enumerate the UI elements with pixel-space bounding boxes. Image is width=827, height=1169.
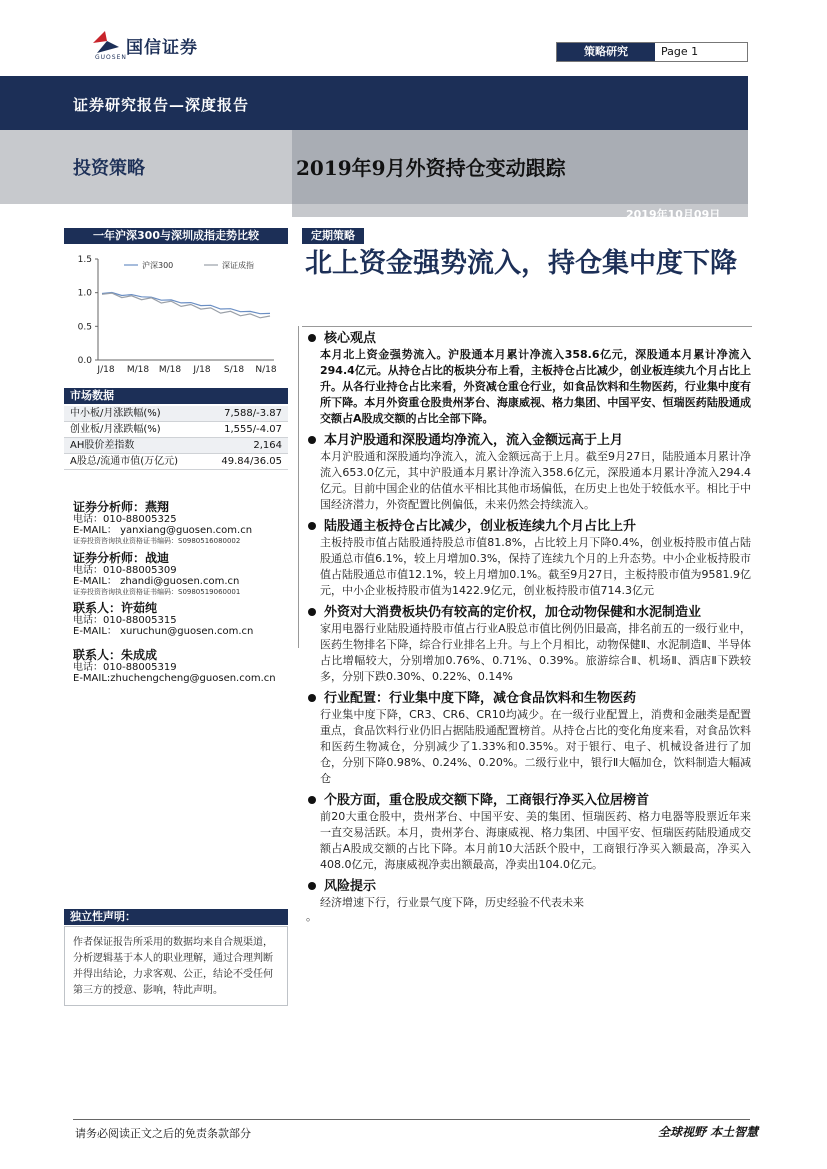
market-label: 中小板/月涨跌幅(%) (70, 408, 161, 419)
logo-english-text: GUOSEN (95, 54, 127, 61)
legend-label: 沪深300 (142, 261, 174, 270)
report-type-label: 策略研究 (557, 43, 655, 61)
series-line-0 (102, 293, 270, 314)
bullet-icon (308, 796, 316, 804)
y-tick-label: 1.5 (77, 255, 92, 265)
independence-statement: 作者保证报告所采用的数据均来自合规渠道，分析逻辑基于本人的职业理解，通过合理判断并得出结论，力求客观、公正，结论不受任何第三方的授意、影响，特此声明。 (64, 926, 288, 1006)
summary-content (306, 330, 751, 928)
analyst-email[interactable]: E-MAIL： yanxiang@guosen.com.cn (73, 525, 253, 536)
market-label: AH股价差指数 (70, 440, 135, 451)
section-consumer-pricing (306, 604, 751, 685)
market-value: 7,588/-3.87 (224, 408, 282, 419)
section-risk (306, 878, 751, 923)
y-tick-label: 0.5 (77, 322, 92, 333)
bullet-icon (308, 334, 316, 342)
section-title: 陆股通主板持仓占比减少，创业板连续九个月占比上升 (324, 519, 637, 534)
main-headline: 北上资金强势流入，持仓集中度下降 (305, 248, 737, 279)
page-number: Page 1 (661, 45, 699, 58)
x-tick-label: M/18 (126, 365, 150, 375)
section-board-share (306, 518, 751, 599)
section-industry-allocation (306, 690, 751, 787)
market-value: 1,555/-4.07 (224, 424, 282, 435)
section-title: 行业配置：行业集中度下降，减仓食品饮料和生物医药 (324, 691, 637, 706)
analyst-card (73, 551, 293, 598)
report-title: 2019年9月外资持仓变动跟踪 (296, 156, 566, 180)
section-text: 家用电器行业陆股通持股市值占行业A股总市值比例仍旧最高，排名前五的一级行业中，医药生物排名下降，综合行业排名上升。与上个月相比，动物保健Ⅱ、水泥制造Ⅱ、半导体占比增幅较大，分别增加0.76%、0.71%、0.39%。旅游综合Ⅱ、机场Ⅱ、酒店Ⅱ下跌较多，分别下跌0.30%、0.22%、0.14% (320, 622, 751, 683)
contact-email[interactable]: E-MAIL:zhuchengcheng@guosen.com.cn (73, 673, 276, 684)
section-title: 个股方面，重仓股成交额下降，工商银行净买入位居榜首 (324, 793, 650, 808)
market-row (64, 454, 288, 470)
section-title: 风险提示 (324, 879, 377, 894)
contact-phone: 电话：010-88005315 (73, 615, 177, 626)
footer-disclaimer: 请务必阅读正文之后的免责条款部分 (75, 1127, 251, 1140)
section-text: 主板持股市值占陆股通持股总市值81.8%，占比较上月下降0.4%，创业板持股市值占陆股通总市值6.1%，较上月增加0.3%，保持了连续九个月的上升态势。中小企业板持股市值占陆股通总市值12.1%，较上月增加0.1%。截至9月27日，主板持股市值为9581.9亿元，中小企业板持股市值为1422.9亿元，创业板持股市值714.3亿元 (320, 536, 751, 597)
section-text: 前20大重仓股中，贵州茅台、中国平安、美的集团、恒瑞医药、格力电器等股票近年来一直交易活跃。本月，贵州茅台、海康威视、格力集团、中国平安、恒瑞医药陆股通成交额占A股成交额的占比下降。本月前10大活跃个股中，工商银行净买入额最高，净买入408.0亿元，海康威视净卖出额最高，净卖出104.0亿元。 (320, 810, 751, 871)
report-date: 2019年10月09日 (626, 208, 721, 221)
category-label: 投资策略 (73, 158, 145, 179)
footer-slogan: 全球视野 本土智慧 (658, 1125, 759, 1139)
analyst-phone: 电话：010-88005309 (73, 565, 177, 576)
x-tick-label: J/18 (193, 365, 211, 375)
contact-card (73, 648, 293, 684)
market-data-title: 市场数据 (64, 388, 288, 404)
divider (302, 326, 752, 327)
section-flows (306, 432, 751, 513)
x-tick-label: M/18 (158, 365, 182, 375)
analyst-phone: 电话：010-88005325 (73, 514, 177, 525)
section-stocks (306, 792, 751, 873)
bullet-icon (308, 522, 316, 530)
analyst-cert: 证券投资咨询执业资格证书编码：S0980516080002 (73, 537, 241, 545)
trend-chart (64, 247, 288, 383)
section-title: 外资对大消费板块仍有较高的定价权，加仓动物保健和水泥制造业 (324, 605, 702, 620)
series-line-1 (102, 293, 270, 318)
market-value: 2,164 (253, 440, 282, 451)
analyst-cert: 证券投资咨询执业资格证书编码：S0980519060001 (73, 588, 241, 596)
analyst-email[interactable]: E-MAIL： zhandi@guosen.com.cn (73, 576, 240, 587)
market-row (64, 438, 288, 454)
stray-mark: 。 (306, 910, 317, 923)
analyst-name: 证券分析师：燕翔 (73, 500, 170, 514)
logo-text: 国信证券 (126, 38, 198, 58)
contact-card (73, 601, 293, 637)
footer-divider (73, 1119, 750, 1120)
doc-type-badge: 定期策略 (302, 228, 364, 244)
section-title: 本月沪股通和深股通均净流入，流入金额远高于上月 (324, 433, 624, 448)
section-core-view (306, 330, 751, 427)
bullet-icon (308, 694, 316, 702)
market-row (64, 422, 288, 438)
column-divider (298, 326, 299, 648)
legend-label: 深证成指 (222, 261, 254, 270)
page-tag (556, 42, 748, 62)
contact-phone: 电话：010-88005319 (73, 662, 177, 673)
guosen-logo-icon (93, 31, 119, 53)
analyst-card (73, 500, 293, 547)
section-text: 行业集中度下降，CR3、CR6、CR10均减少。在一级行业配置上，消费和金融类是配置重点，食品饮料行业仍旧占据陆股通配置榜首。从持仓占比的变化角度来看，对食品饮料和医药生物减仓，分别减少了1.33%和0.35%。对于银行、电子、机械设备进行了加仓，分别下降0.98%、0.24%、0.20%。二级行业中，银行Ⅱ大幅加仓，饮料制造大幅减仓 (320, 708, 751, 785)
y-tick-label: 1.0 (77, 288, 92, 299)
bullet-icon (308, 882, 316, 890)
series-title: 证券研究报告—深度报告 (73, 96, 250, 114)
x-tick-label: J/18 (97, 365, 115, 375)
independence-title: 独立性声明： (64, 909, 288, 925)
market-label: A股总/流通市值(万亿元) (70, 456, 179, 467)
category-band (0, 130, 292, 204)
contact-name: 联系人：朱成成 (73, 648, 158, 662)
market-label: 创业板/月涨跌幅(%) (70, 424, 161, 435)
y-tick-label: 0.0 (77, 356, 92, 366)
chart-title: 一年沪深300与深圳成指走势比较 (64, 228, 288, 244)
section-text: 本月北上资金强势流入。沪股通本月累计净流入358.6亿元，深股通本月累计净流入294.4亿元。从持仓占比的板块分布上看，主板持仓占比减少，创业板连续九个月占比上升。从各行业持仓占比来看，外资减仓重仓行业，如食品饮料和生物医药，行业集中度有所下降。本月外资重仓股贵州茅台、海康威视、格力集团、中国平安、恒瑞医药陆股通成交额占A股成交额的占比全部下降。 (320, 348, 751, 425)
market-data-table (64, 406, 288, 470)
x-tick-label: N/18 (255, 365, 277, 375)
contact-email[interactable]: E-MAIL： xuruchun@guosen.com.cn (73, 626, 254, 637)
section-text: 经济增速下行，行业景气度下降，历史经验不代表未来 (320, 896, 584, 909)
analyst-name: 证券分析师：战迪 (73, 551, 170, 565)
market-row (64, 406, 288, 422)
x-tick-label: S/18 (223, 365, 245, 375)
section-title: 核心观点 (324, 331, 377, 346)
bullet-icon (308, 436, 316, 444)
contact-name: 联系人：许茹纯 (73, 601, 158, 615)
section-text: 本月沪股通和深股通均净流入，流入金额远高于上月。截至9月27日，陆股通本月累计净流入653.0亿元，其中沪股通本月累计净流入358.6亿元，深股通本月累计净流入294.4亿元。目前中国企业的估值水平相比其他市场偏低，在历史上也处于较低水平。相比于中国经济潜力，外资配置比例偏低，未来仍然会持续流入。 (320, 450, 751, 511)
market-value: 49.84/36.05 (221, 456, 282, 467)
bullet-icon (308, 608, 316, 616)
